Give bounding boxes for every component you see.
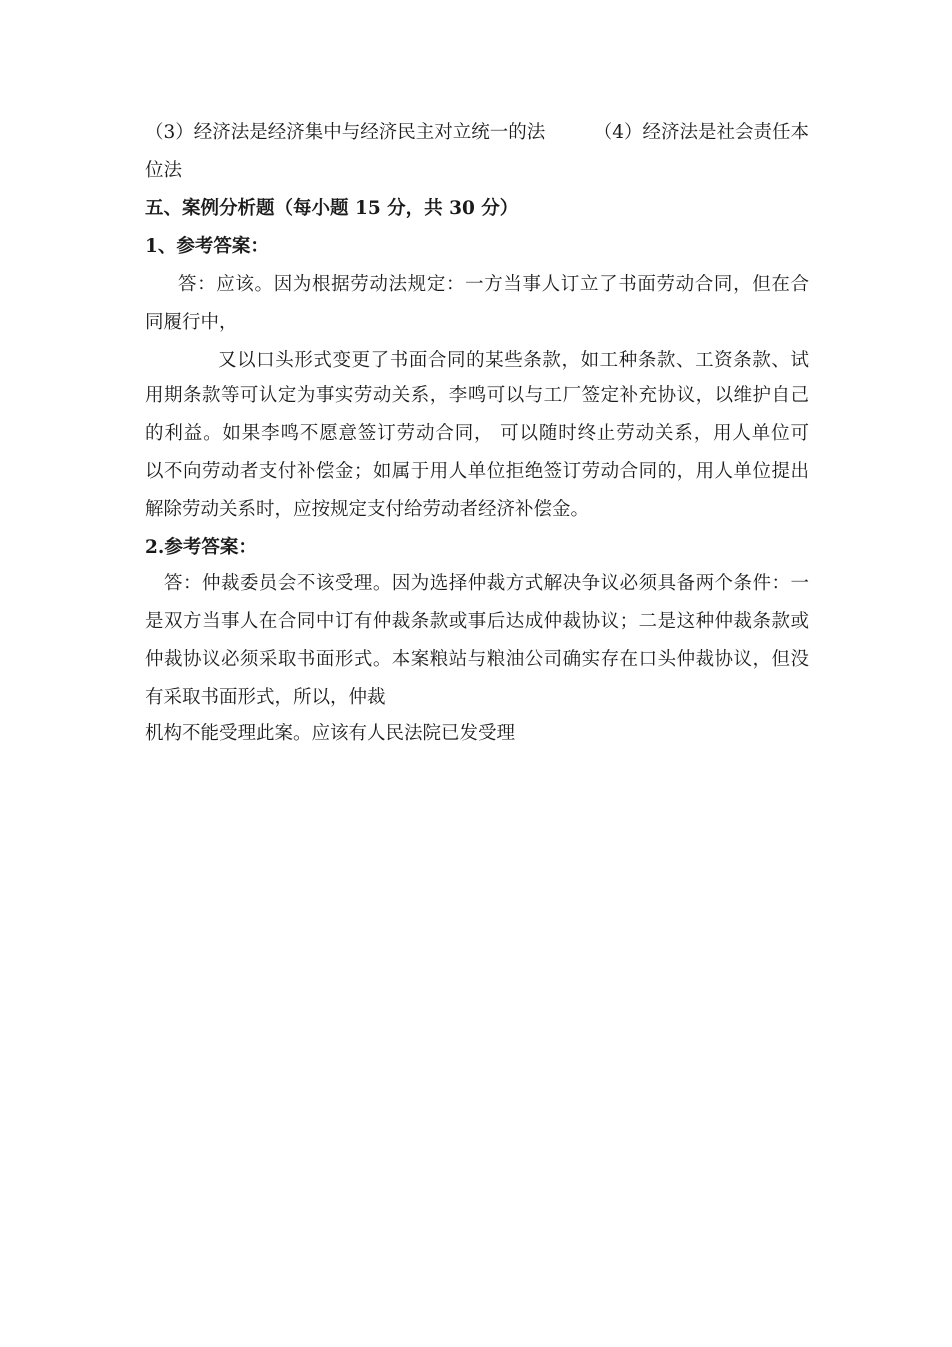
paragraph-line: 解除劳动关系时，应按规定支付给劳动者经济补偿金。 xyxy=(145,499,590,520)
paragraph-line xyxy=(145,121,809,145)
list-item-4: （4）经济法是社会责任本 xyxy=(593,122,809,143)
paragraph-line: 以不向劳动者支付补偿金；如属于用人单位拒绝签订劳动合同的，用人单位提出 xyxy=(145,461,809,482)
paragraph-line: 同履行中， xyxy=(145,312,238,333)
paragraph-line: 位法 xyxy=(145,160,183,181)
paragraph-line: 是双方当事人在合同中订有仲裁条款或事后达成仲裁协议；二是这种仲裁条款或 xyxy=(145,611,809,632)
paragraph-line: 又以口头形式变更了书面合同的某些条款，如工种条款、工资条款、试 xyxy=(218,350,809,371)
paragraph-line: 答：应该。因为根据劳动法规定：一方当事人订立了书面劳动合同，但在合 xyxy=(178,274,809,295)
list-item-3: （3）经济法是经济集中与经济民主对立统一的法 xyxy=(145,122,546,143)
paragraph-line: 的利益。如果李鸣不愿意签订劳动合同， 可以随时终止劳动关系，用人单位可 xyxy=(145,423,809,444)
paragraph-line: 答：仲裁委员会不该受理。因为选择仲裁方式解决争议必须具备两个条件：一 xyxy=(164,573,809,594)
paragraph-line: 仲裁协议必须采取书面形式。本案粮站与粮油公司确实存在口头仲裁协议，但没 xyxy=(145,649,809,670)
paragraph-line: 机构不能受理此案。应该有人民法院已发受理 xyxy=(145,723,516,744)
paragraph-line: 有采取书面形式，所以，仲裁 xyxy=(145,687,386,708)
section-heading: 五、案例分析题（每小题 15 分，共 30 分） xyxy=(145,198,519,219)
answer-2-heading: 2.参考答案： xyxy=(145,537,257,558)
paragraph-line: 用期条款等可认定为事实劳动关系，李鸣可以与工厂签定补充协议，以维护自己 xyxy=(145,385,809,406)
answer-1-heading: 1、参考答案： xyxy=(145,236,269,257)
